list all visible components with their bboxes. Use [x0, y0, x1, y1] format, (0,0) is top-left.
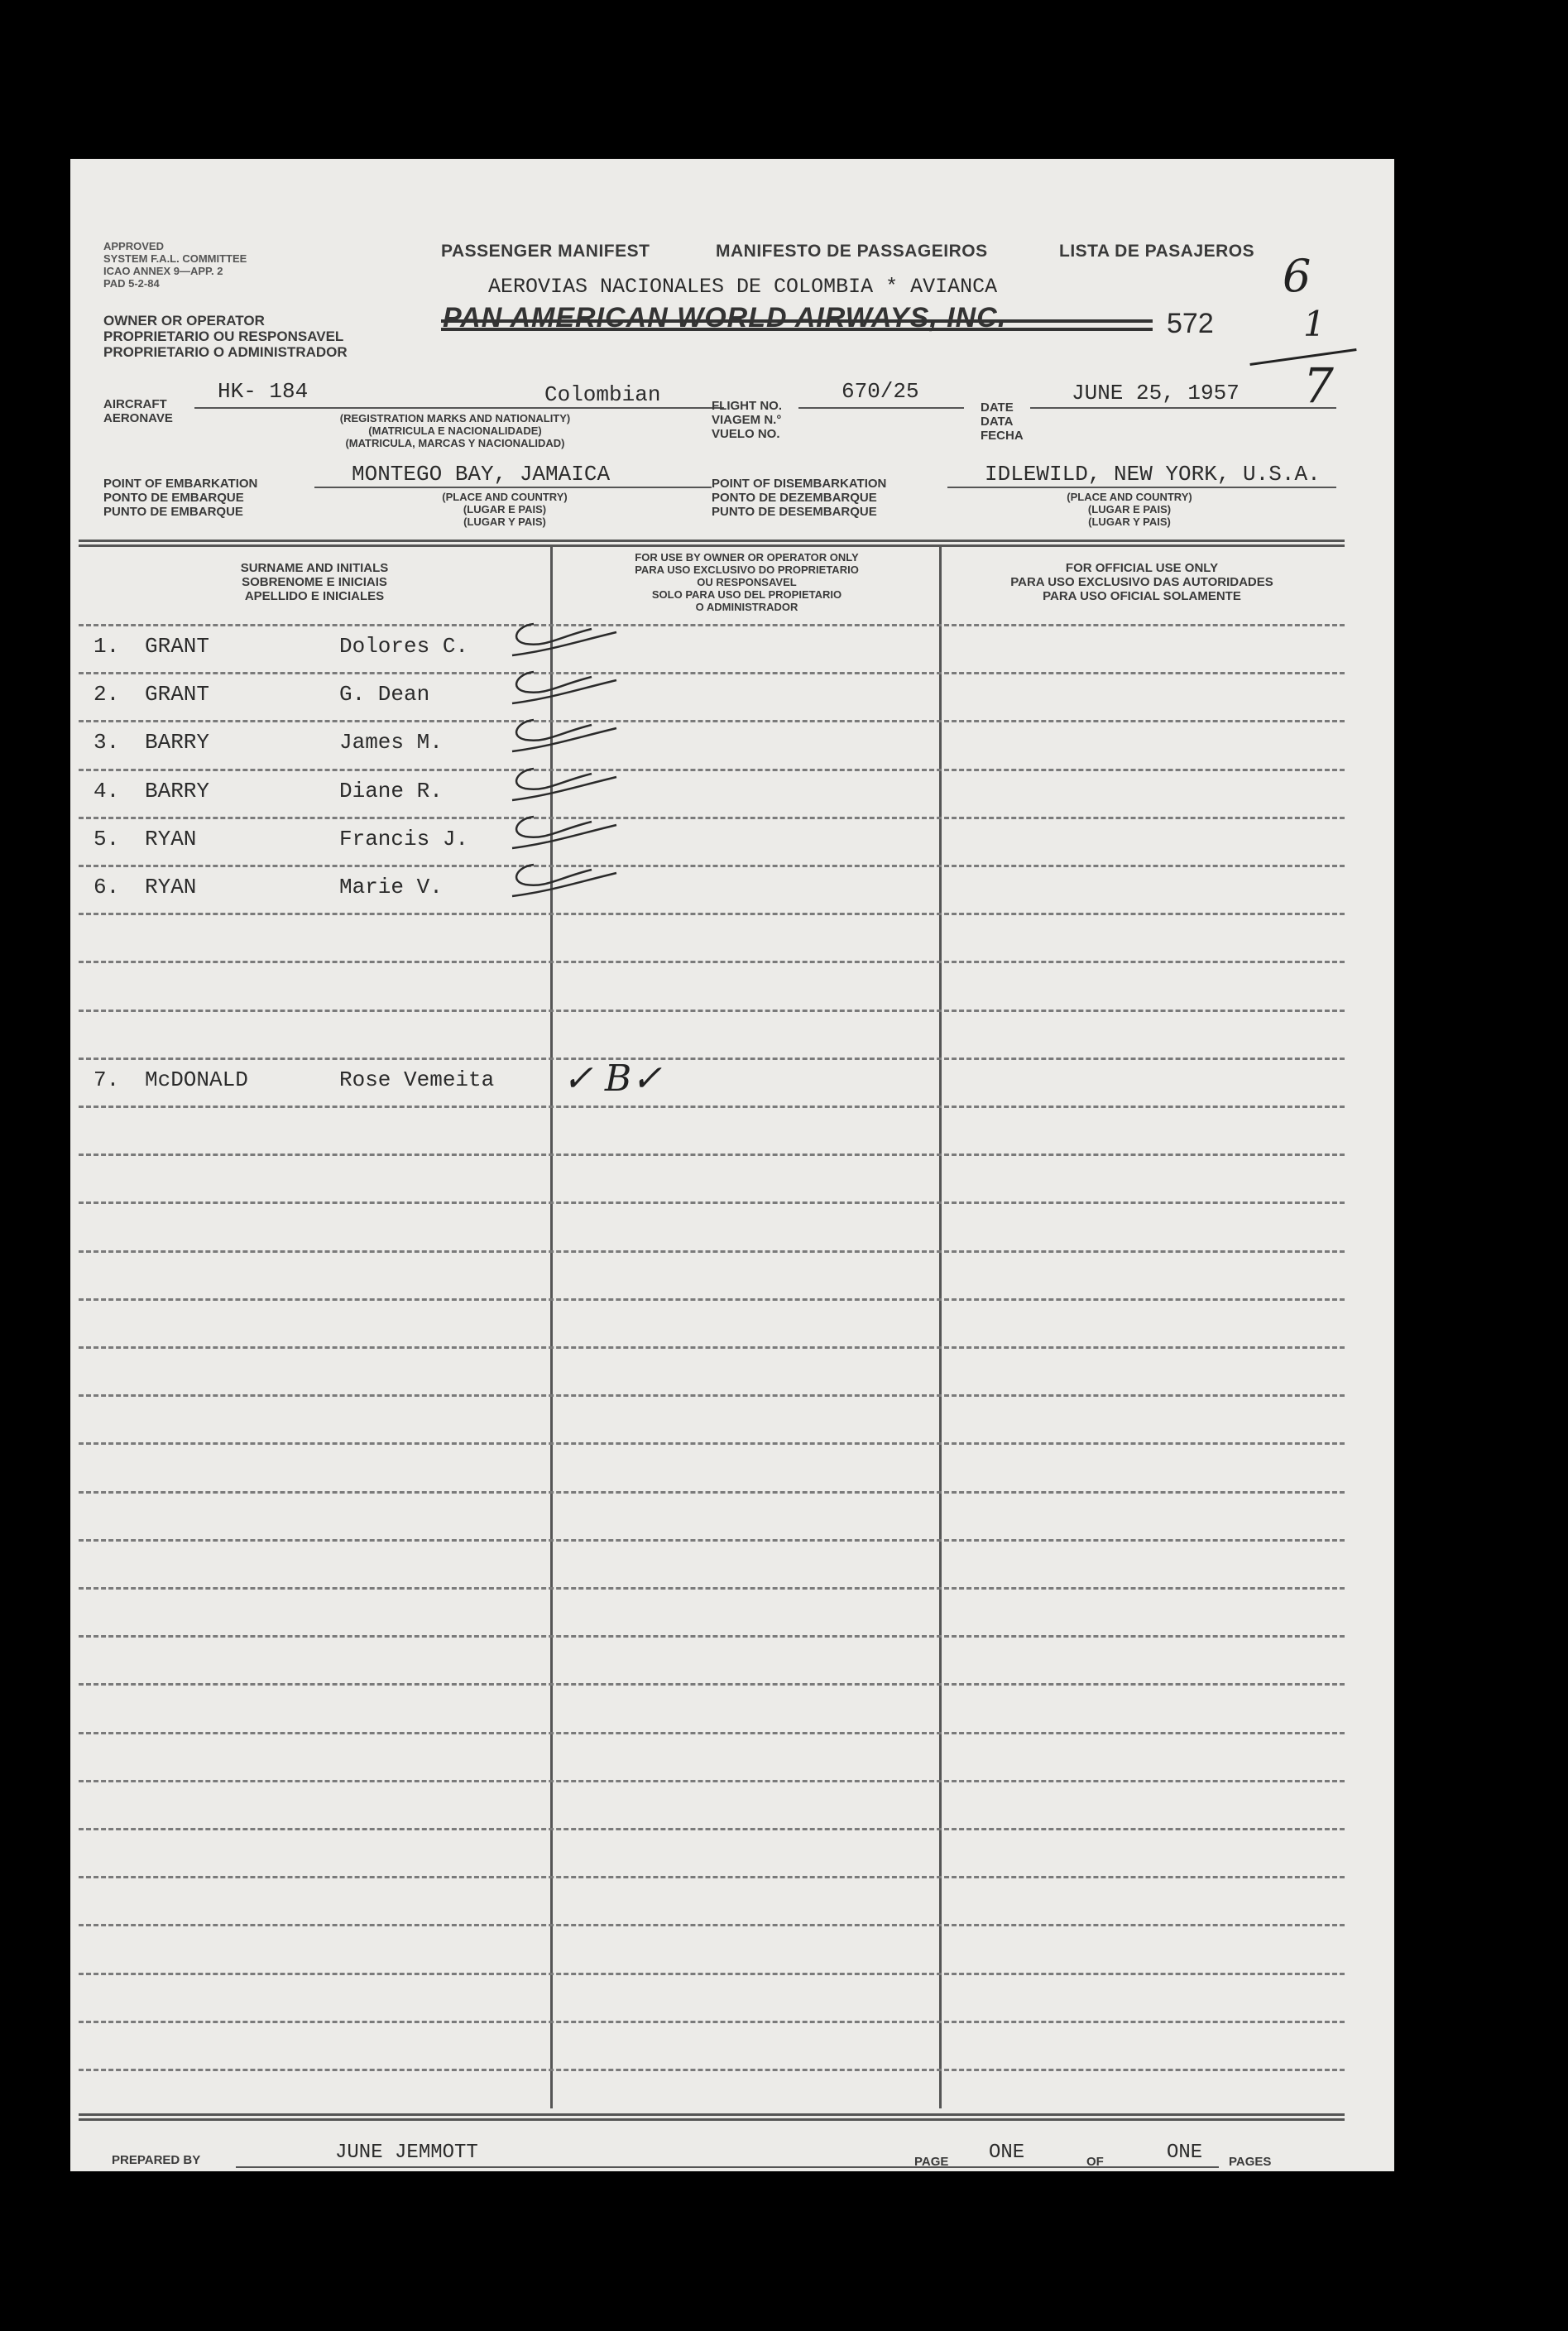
flight-number: 670/25: [842, 379, 919, 404]
aircraft-label-en: AIRCRAFT: [103, 397, 167, 411]
table-row-rule: [79, 913, 1345, 915]
disembarkation-label-en: POINT OF DISEMBARKATION: [712, 477, 887, 491]
embarkation-label: [103, 477, 257, 519]
column-header-official-pt: PARA USO EXCLUSIVO DAS AUTORIDADES: [1010, 575, 1273, 589]
date-label-pt: DATA: [981, 415, 1014, 429]
pages-label: PAGES: [1229, 2155, 1272, 2169]
aircraft-sublabel-es: (MATRICULA, MARCAS Y NACIONALIDAD): [345, 437, 565, 449]
passenger-given-name: Diane R.: [339, 779, 443, 803]
check-mark-icon: [501, 810, 633, 860]
handwritten-page-mark: 1: [1303, 304, 1326, 344]
passenger-surname: McDONALD: [145, 1067, 248, 1092]
column-header-owner-line: FOR USE BY OWNER OR OPERATOR ONLY: [635, 551, 859, 564]
column-header-official-es: PARA USO OFICIAL SOLAMENTE: [1043, 589, 1241, 603]
aircraft-sublabel-pt: (MATRICULA E NACIONALIDADE): [368, 424, 542, 437]
title-es: LISTA DE PASAJEROS: [1059, 242, 1255, 261]
disembarkation-sublabel: [1022, 491, 1237, 528]
passenger-surname: GRANT: [145, 682, 210, 707]
column-header-official: [943, 561, 1340, 603]
table-row-rule: [79, 624, 1345, 626]
table-top-rule: [79, 544, 1345, 547]
table-row-rule: [79, 817, 1345, 819]
passenger-number: 7.: [94, 1067, 120, 1092]
column-header-owner-line: SOLO PARA USO DEL PROPIETARIO: [651, 588, 842, 601]
owner-label-en: OWNER OR OPERATOR: [103, 313, 265, 329]
aircraft-nationality: Colombian: [544, 382, 661, 407]
aircraft-sublabel-en: (REGISTRATION MARKS AND NATIONALITY): [339, 412, 571, 424]
embarkation-label-pt: PONTO DE EMBARQUE: [103, 491, 244, 505]
passenger-number: 4.: [94, 779, 120, 803]
date-label: [981, 400, 1024, 443]
approval-line: PAD 5-2-84: [103, 277, 160, 290]
table-row-rule: [79, 961, 1345, 963]
date-field-line: [1030, 407, 1336, 409]
aircraft-registration: HK- 184: [218, 379, 309, 404]
table-row-rule: [79, 2021, 1345, 2023]
check-mark-icon: [501, 713, 633, 763]
disembarkation-sublabel-en: (PLACE AND COUNTRY): [1067, 491, 1192, 503]
handwritten-mark: ✓ B✓: [563, 1058, 663, 1100]
table-row-rule: [79, 1732, 1345, 1734]
passenger-given-name: James M.: [339, 730, 443, 755]
approval-line: APPROVED: [103, 240, 164, 252]
passenger-given-name: Marie V.: [339, 875, 443, 899]
operator-name: AEROVIAS NACIONALES DE COLOMBIA * AVIANCA: [488, 275, 998, 299]
table-row-rule: [79, 865, 1345, 867]
table-row-rule: [79, 1394, 1345, 1397]
table-row-rule: [79, 1780, 1345, 1782]
disembarkation-label-pt: PONTO DE DEZEMBARQUE: [712, 491, 877, 505]
handwritten-page-numerator: 6: [1283, 250, 1311, 302]
column-divider: [939, 544, 942, 2108]
table-bottom-rule: [79, 2113, 1345, 2116]
table-bottom-rule: [79, 2118, 1345, 2121]
handwritten-page-denominator: 7: [1303, 357, 1334, 414]
column-header-name-pt: SOBRENOME E INICIAIS: [242, 575, 387, 589]
check-mark-icon: [501, 762, 633, 812]
embarkation-sublabel-pt: (LUGAR E PAIS): [463, 503, 547, 516]
manifest-page: [70, 159, 1394, 2171]
column-header-name: [79, 561, 550, 603]
table-row-rule: [79, 1201, 1345, 1204]
embarkation-field-line: [314, 487, 712, 488]
aircraft-label-pt: AERONAVE: [103, 411, 173, 425]
table-row-rule: [79, 2069, 1345, 2071]
table-row-rule: [79, 1106, 1345, 1108]
form-number: 572: [1167, 308, 1214, 339]
title-en: PASSENGER MANIFEST: [441, 242, 650, 261]
aircraft-sublabel: [281, 412, 629, 449]
table-row-rule: [79, 1828, 1345, 1830]
prepared-by: JUNE JEMMOTT: [335, 2142, 478, 2164]
passenger-surname: GRANT: [145, 634, 210, 659]
disembarkation-sublabel-es: (LUGAR Y PAIS): [1088, 516, 1171, 528]
passenger-surname: BARRY: [145, 730, 210, 755]
flight-label: [712, 399, 782, 441]
check-mark-icon: [501, 617, 633, 667]
page-number: ONE: [989, 2142, 1025, 2164]
disembarkation-sublabel-pt: (LUGAR E PAIS): [1087, 503, 1172, 516]
approval-line: SYSTEM F.A.L. COMMITTEE: [103, 252, 247, 265]
prepared-by-label: PREPARED BY: [112, 2153, 201, 2167]
passenger-surname: RYAN: [145, 875, 197, 899]
table-row-rule: [79, 1973, 1345, 1975]
date-label-es: FECHA: [981, 429, 1024, 443]
disembarkation-point: IDLEWILD, NEW YORK, U.S.A.: [985, 462, 1321, 487]
column-header-name-en: SURNAME AND INITIALS: [240, 561, 389, 575]
pages-line: [1111, 2166, 1219, 2168]
passenger-number: 2.: [94, 682, 120, 707]
table-row-rule: [79, 1346, 1345, 1349]
approval-block: [103, 240, 247, 290]
table-row-rule: [79, 1587, 1345, 1590]
disembarkation-field-line: [947, 487, 1336, 488]
of-label: OF: [1086, 2155, 1104, 2169]
embarkation-sublabel: [397, 491, 612, 528]
embarkation-label-en: POINT OF EMBARKATION: [103, 477, 258, 491]
passenger-surname: RYAN: [145, 827, 197, 851]
embarkation-label-es: PUNTO DE EMBARQUE: [103, 505, 243, 519]
table-row-rule: [79, 1491, 1345, 1494]
table-row-rule: [79, 1683, 1345, 1686]
title-pt: MANIFESTO DE PASSAGEIROS: [716, 242, 988, 261]
flight-label-es: VUELO NO.: [712, 427, 780, 441]
flight-date: JUNE 25, 1957: [1072, 381, 1240, 405]
passenger-given-name: Dolores C.: [339, 634, 469, 659]
owner-label-es: PROPRIETARIO O ADMINISTRADOR: [103, 344, 348, 360]
table-row-rule: [79, 769, 1345, 771]
passenger-given-name: Rose Vemeita: [339, 1067, 495, 1092]
table-row-rule: [79, 672, 1345, 674]
strike-through-bar: [441, 319, 1153, 323]
passenger-number: 3.: [94, 730, 120, 755]
check-mark-icon: [501, 665, 633, 715]
passenger-number: 6.: [94, 875, 120, 899]
date-label-en: DATE: [981, 400, 1014, 415]
passenger-number: 5.: [94, 827, 120, 851]
strike-through-bar: [441, 328, 1153, 331]
table-row-rule: [79, 1010, 1345, 1012]
table-row-rule: [79, 1154, 1345, 1156]
table-row-rule: [79, 1250, 1345, 1253]
table-row-rule: [79, 1442, 1345, 1445]
column-header-owner: [554, 551, 939, 613]
check-mark-icon: [501, 858, 633, 908]
column-header-official-en: FOR OFFICIAL USE ONLY: [1065, 561, 1219, 575]
embarkation-sublabel-es: (LUGAR Y PAIS): [463, 516, 546, 528]
owner-label-pt: PROPRIETARIO OU RESPONSAVEL: [103, 329, 344, 344]
total-pages: ONE: [1167, 2142, 1203, 2164]
column-header-owner-line: OU RESPONSAVEL: [697, 576, 797, 588]
owner-label: [103, 313, 348, 360]
prepared-by-line: [236, 2166, 964, 2168]
table-row-rule: [79, 1058, 1345, 1060]
table-row-rule: [79, 1876, 1345, 1878]
table-row-rule: [79, 720, 1345, 722]
aircraft-field-line: [194, 407, 724, 409]
embarkation-sublabel-en: (PLACE AND COUNTRY): [442, 491, 568, 503]
table-row-rule: [79, 1635, 1345, 1638]
struck-operator: PAN AMERICAN WORLD AIRWAYS, INC.: [443, 302, 1007, 333]
table-top-rule: [79, 540, 1345, 542]
table-row-rule: [79, 1924, 1345, 1926]
disembarkation-label: [712, 477, 886, 519]
flight-field-line: [798, 407, 964, 409]
table-row-rule: [79, 1298, 1345, 1301]
column-header-name-es: APELLIDO E INICIALES: [244, 589, 385, 603]
table-row-rule: [79, 1539, 1345, 1542]
embarkation-point: MONTEGO BAY, JAMAICA: [352, 462, 611, 487]
aircraft-label: [103, 397, 173, 425]
page-label: PAGE: [914, 2155, 949, 2169]
approval-line: ICAO ANNEX 9—APP. 2: [103, 265, 223, 277]
flight-label-en: FLIGHT NO.: [712, 399, 782, 413]
column-header-owner-line: O ADMINISTRADOR: [695, 601, 798, 613]
passenger-given-name: G. Dean: [339, 682, 430, 707]
column-header-owner-line: PARA USO EXCLUSIVO DO PROPRIETARIO: [635, 564, 859, 576]
passenger-number: 1.: [94, 634, 120, 659]
flight-label-pt: VIAGEM N.°: [712, 413, 782, 427]
disembarkation-label-es: PUNTO DE DESEMBARQUE: [712, 505, 877, 519]
passenger-surname: BARRY: [145, 779, 210, 803]
passenger-given-name: Francis J.: [339, 827, 469, 851]
